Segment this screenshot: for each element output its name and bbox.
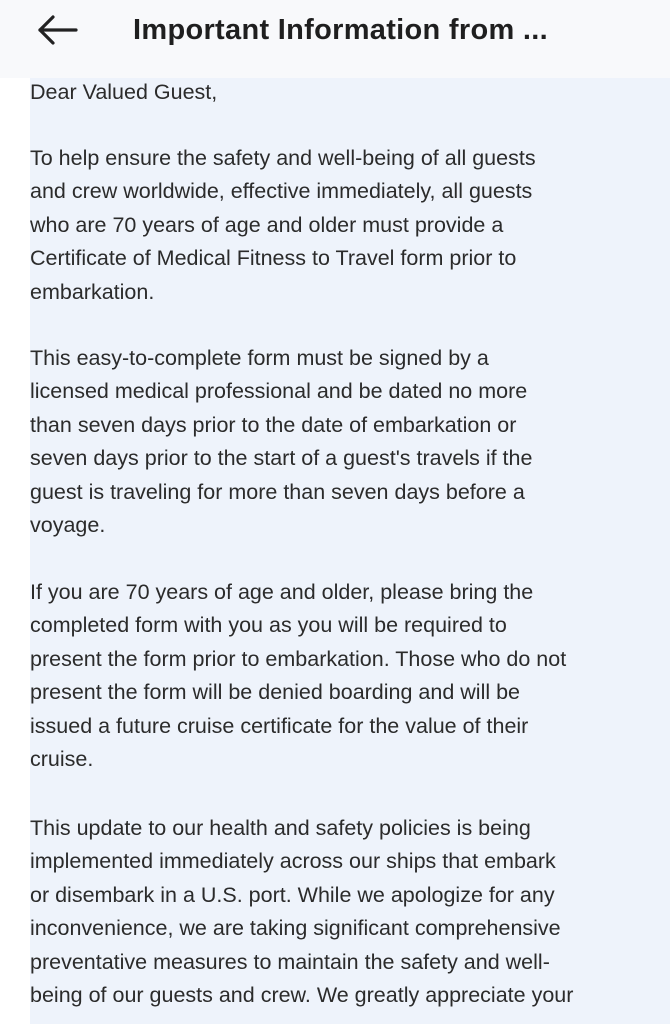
- paragraph-4: [30, 812, 670, 1012]
- paragraph-line: embarkation.: [30, 279, 155, 304]
- greeting-text: Dear Valued Guest,: [30, 80, 218, 104]
- paragraph-line: and crew worldwide, effective immediately, all guests: [30, 179, 533, 204]
- paragraph-line: issued a future cruise certificate for the value of their: [30, 713, 529, 738]
- paragraph-line: voyage.: [30, 513, 106, 538]
- paragraph-line: completed form with you as you will be required to: [30, 613, 507, 638]
- paragraph-line: cruise.: [30, 747, 94, 772]
- message-body: [30, 78, 670, 1024]
- paragraph-line: To help ensure the safety and well-being of all guests: [30, 146, 536, 170]
- paragraph-line: than seven days prior to the date of embarkation or: [30, 412, 517, 437]
- paragraph-line: being of our guests and crew. We greatly appreciate your: [30, 983, 574, 1008]
- paragraph-1: [30, 142, 670, 309]
- paragraph-line: licensed medical professional and be dated no more: [30, 379, 528, 404]
- paragraph-line: seven days prior to the start of a guest's travels if the: [30, 446, 533, 471]
- paragraph-line: This update to our health and safety policies is being: [30, 816, 531, 840]
- paragraph-line: or disembark in a U.S. port. While we apologize for any: [30, 882, 555, 907]
- app-header: [0, 0, 670, 78]
- paragraph-line: guest is traveling for more than seven days before a: [30, 479, 525, 504]
- paragraph-line: present the form will be denied boarding and will be: [30, 680, 521, 705]
- message-view[interactable]: [0, 78, 670, 1024]
- page-title: Important Information from ...: [133, 14, 548, 46]
- paragraph-line: implemented immediately across our ships that embark: [30, 849, 556, 874]
- paragraph-line: present the form prior to embarkation. Those who do not: [30, 646, 567, 671]
- back-button[interactable]: [30, 10, 86, 50]
- paragraph-line: who are 70 years of age and older must provide a: [30, 212, 504, 237]
- paragraph-line: This easy-to-complete form must be signed by a: [30, 346, 489, 370]
- paragraph-line: If you are 70 years of age and older, please bring the: [30, 580, 534, 604]
- paragraph-line: Certificate of Medical Fitness to Travel form prior to: [30, 246, 517, 271]
- paragraph-3: [30, 576, 670, 776]
- paragraph-2: [30, 342, 670, 542]
- paragraph-line: inconvenience, we are taking significant comprehensive: [30, 916, 561, 941]
- paragraph-line: preventative measures to maintain the safety and well-: [30, 949, 550, 974]
- arrow-left-icon: [36, 15, 80, 45]
